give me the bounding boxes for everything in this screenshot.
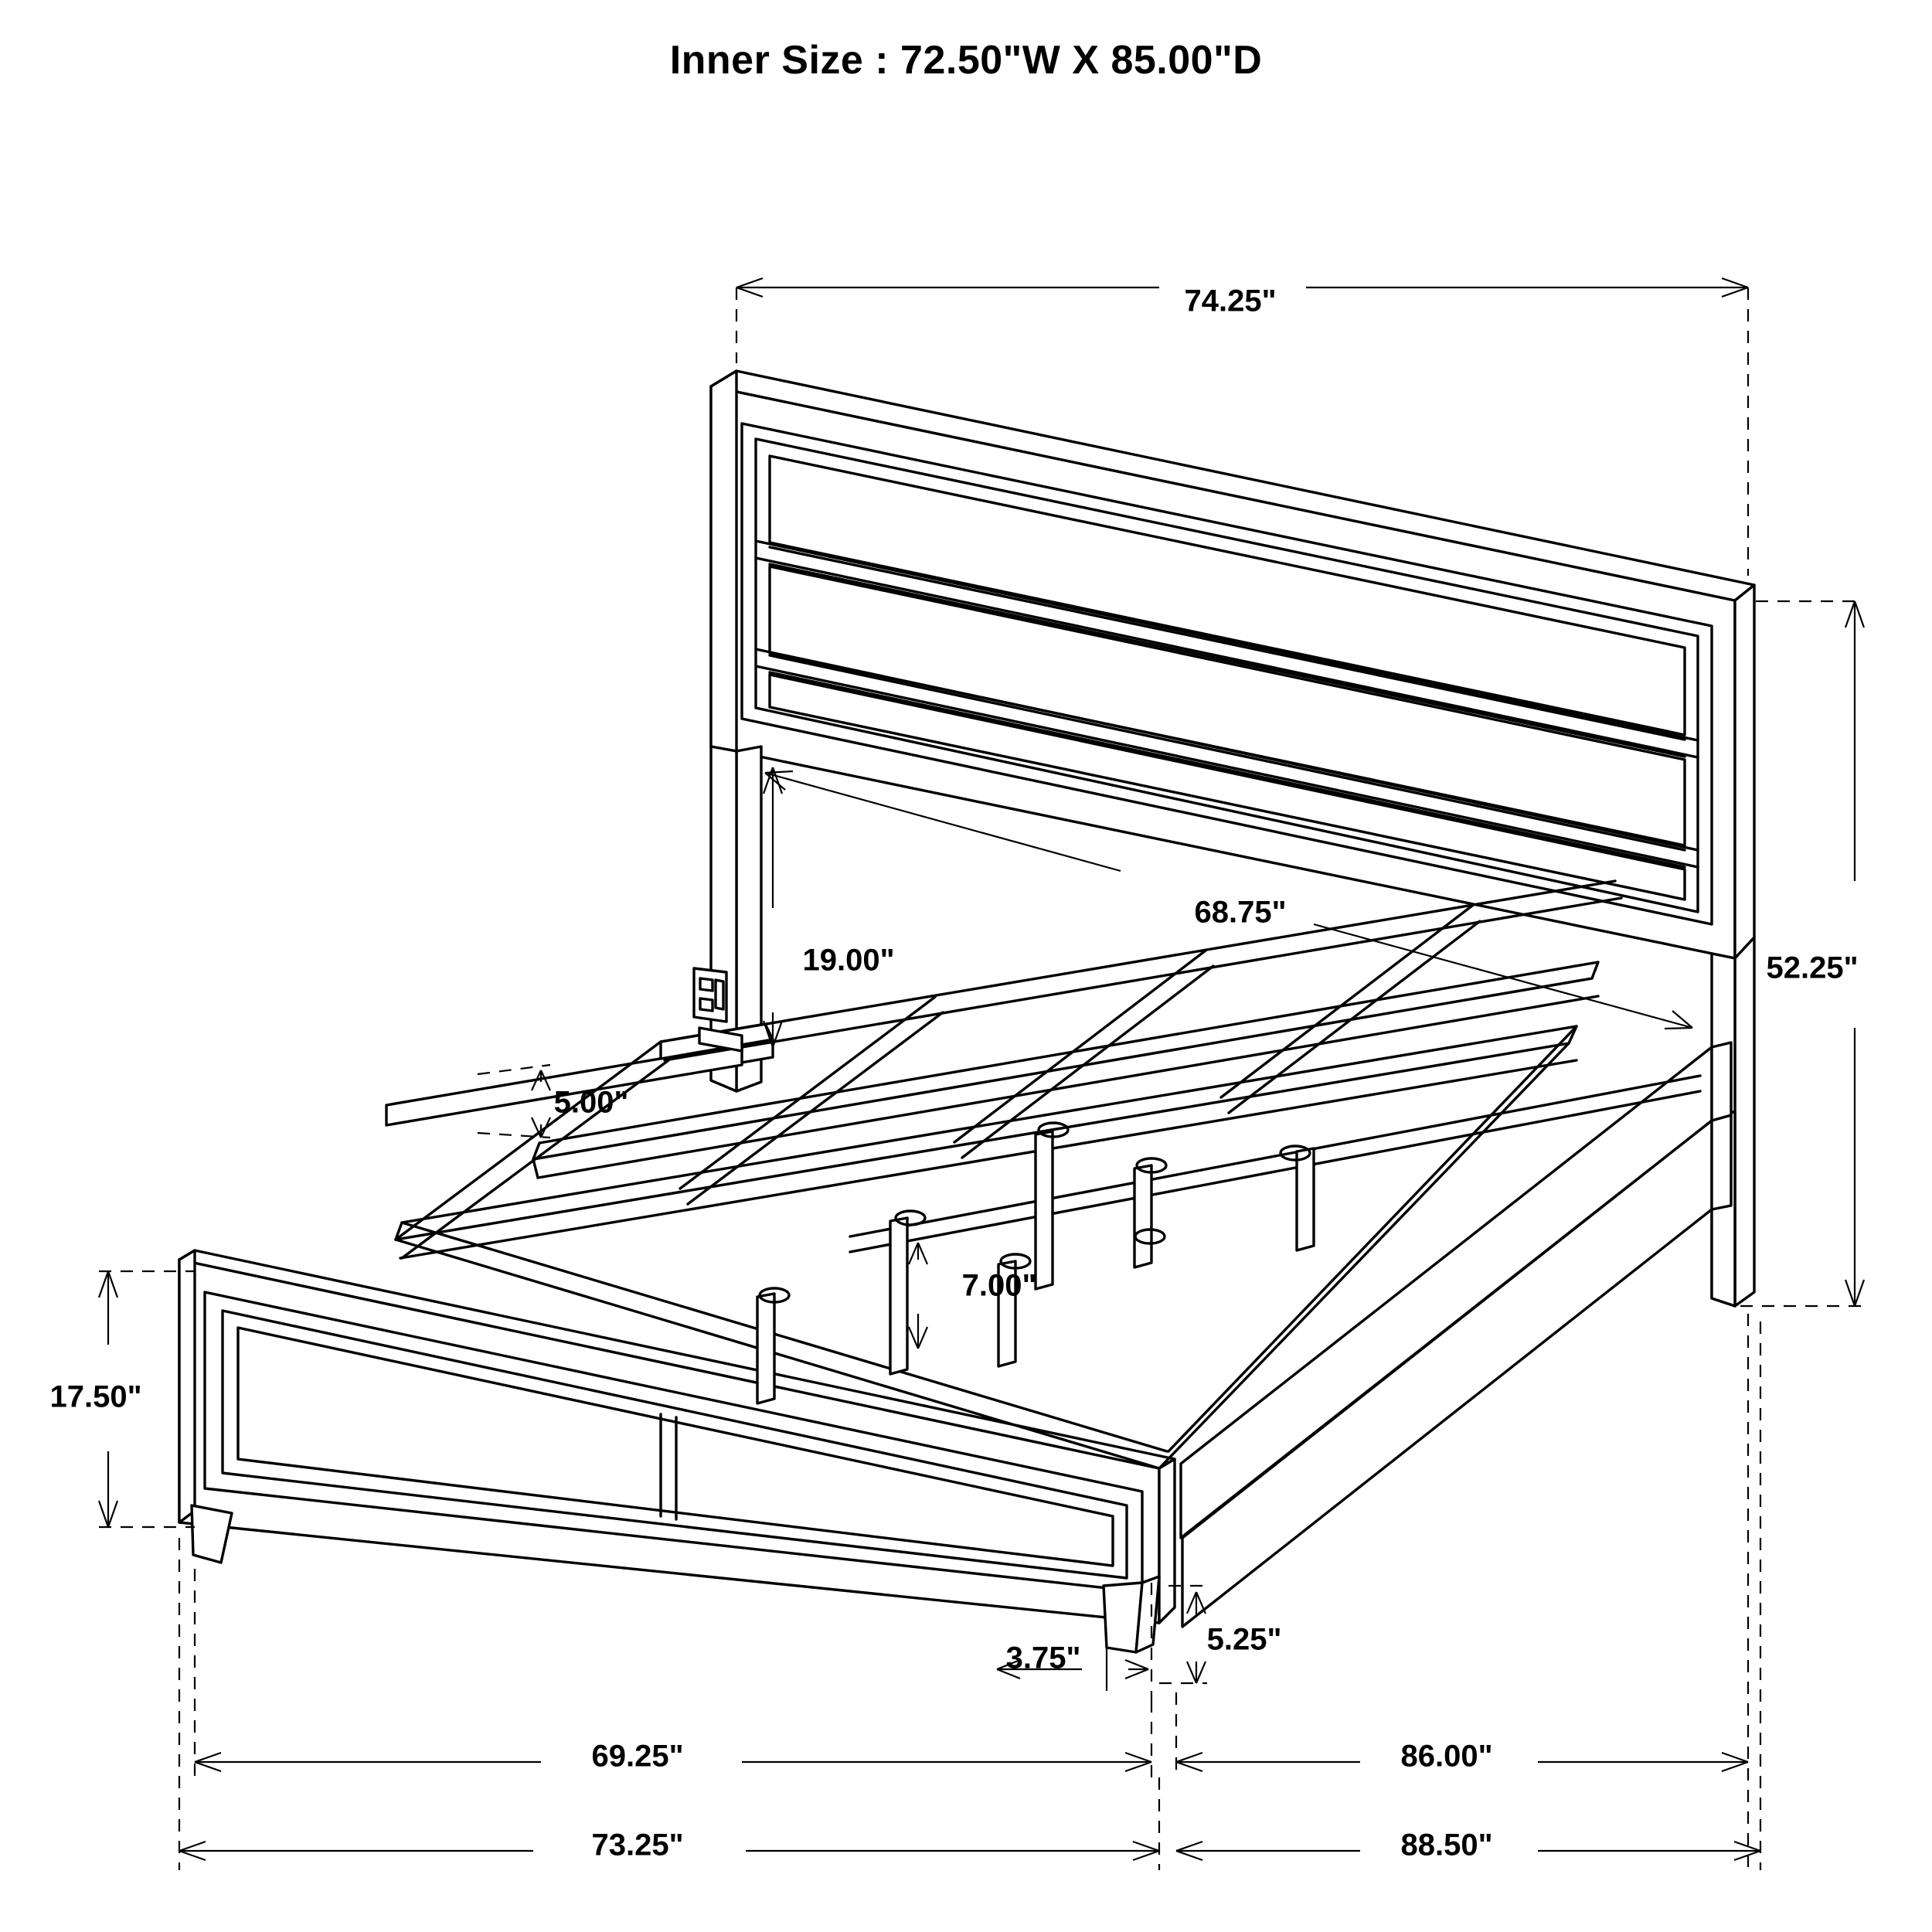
dimension-label-overall-length-outer: 88.50"	[1400, 1828, 1493, 1862]
dimension-label-footboard-outer-width: 73.25"	[591, 1828, 684, 1862]
dimension-label-rail-height: 5.00"	[553, 1085, 629, 1120]
dimension-label-leg-offset: 3.75"	[1005, 1641, 1081, 1675]
dimension-label-clearance-under-headboard: 19.00"	[802, 943, 895, 978]
dimension-label-headboard-height: 52.25"	[1766, 951, 1859, 985]
dimension-label-footboard-height: 17.50"	[49, 1379, 142, 1414]
dimension-label-slat-support-height: 7.00"	[961, 1268, 1037, 1303]
dimension-label-overall-length-inner: 86.00"	[1400, 1739, 1493, 1774]
dimension-label-overall-width-top: 74.25"	[1184, 284, 1277, 318]
page-title: Inner Size : 72.50"W X 85.00"D	[669, 38, 1263, 83]
dimension-label-footboard-inner-width: 69.25"	[591, 1739, 684, 1774]
dimension-label-leg-height: 5.25"	[1206, 1622, 1282, 1657]
dimension-label-headboard-panel-width: 68.75"	[1194, 895, 1287, 930]
